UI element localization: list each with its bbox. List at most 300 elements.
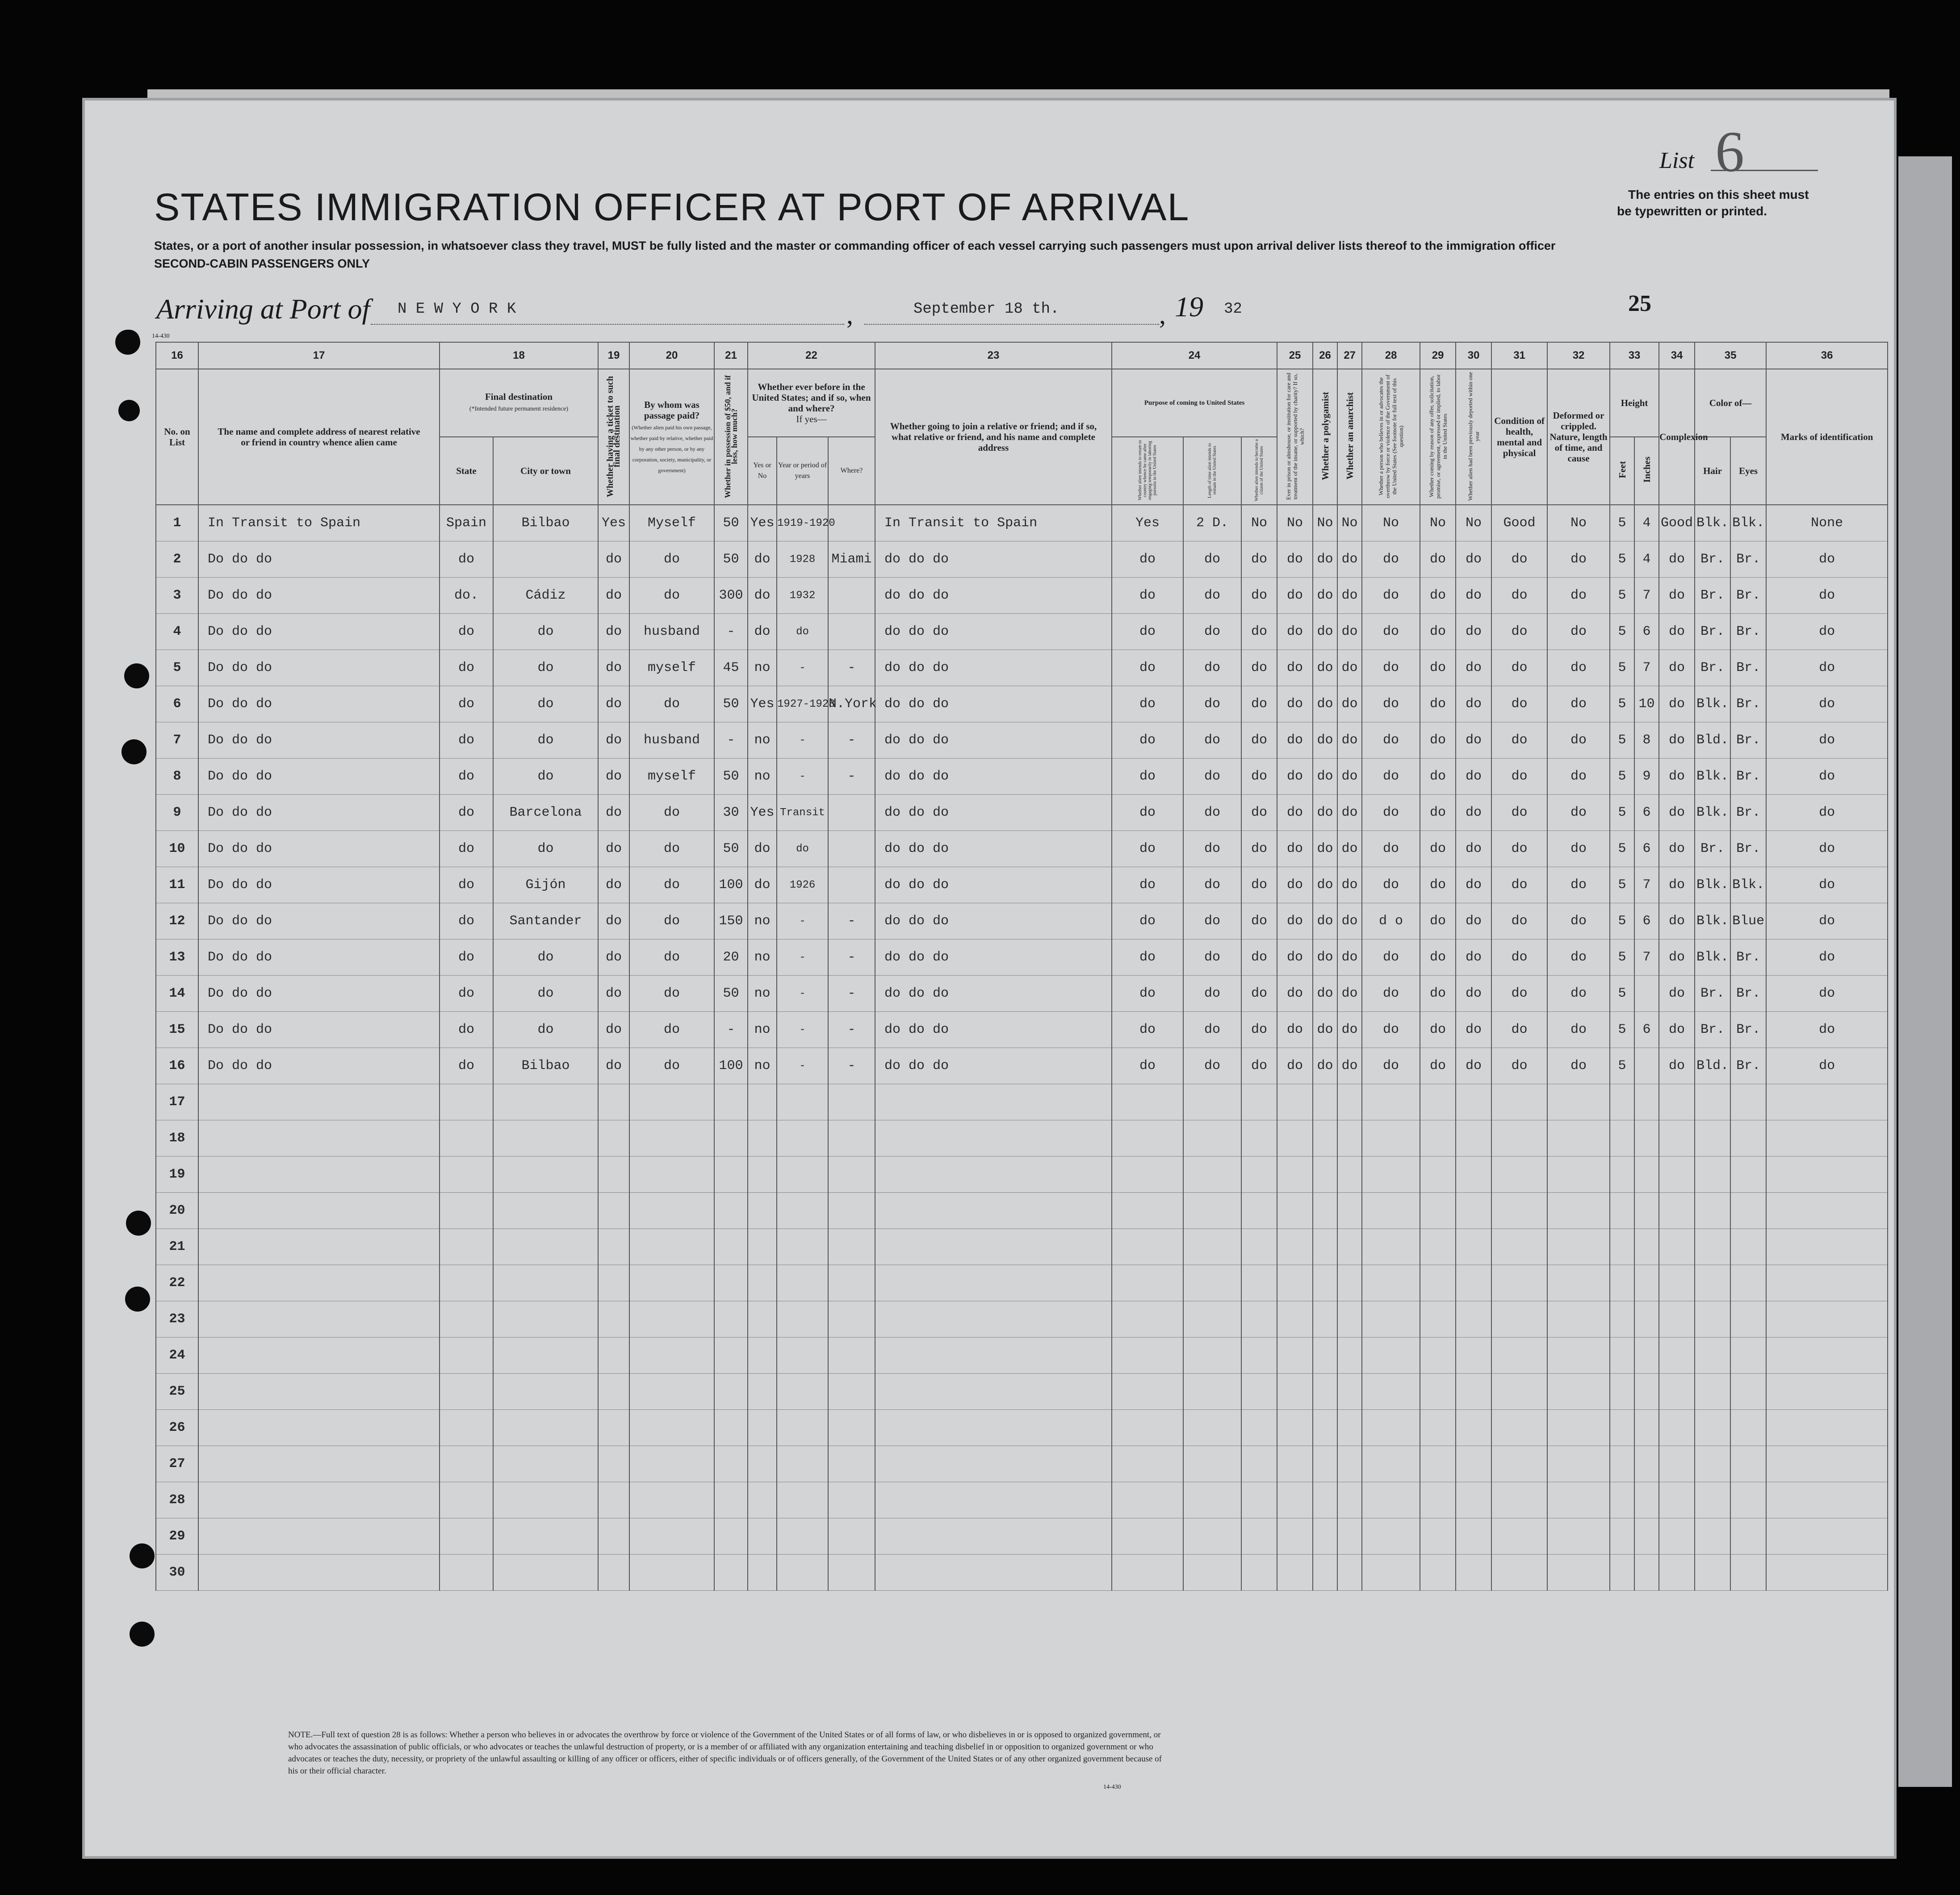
cell-p-b: do — [1183, 759, 1241, 795]
cell-anar: do — [1337, 867, 1362, 903]
cell-believes: do — [1362, 541, 1420, 578]
cell-empty — [598, 1301, 629, 1337]
cell-eyes: Br. — [1730, 1012, 1766, 1048]
cell-empty — [598, 1084, 629, 1120]
colnum-32: 32 — [1547, 342, 1610, 369]
cell-p-b: do — [1183, 867, 1241, 903]
cell-feet: 5 — [1610, 867, 1634, 903]
cell-city: Barcelona — [493, 795, 598, 831]
cell-marks: do — [1766, 903, 1888, 939]
cell-prison: do — [1277, 831, 1313, 867]
cell-join: do do do — [875, 867, 1112, 903]
cell-empty — [440, 1555, 493, 1591]
cell-state: do — [440, 867, 493, 903]
cell-passage: do — [629, 578, 714, 614]
cell-empty — [1547, 1374, 1610, 1410]
cell-marks: do — [1766, 722, 1888, 759]
cell-relative: Do do do — [198, 686, 440, 722]
colnum-19: 19 — [598, 342, 629, 369]
header-yes-no: Yes or No — [748, 437, 777, 505]
cell-empty — [875, 1120, 1112, 1157]
cell-eyes: Br. — [1730, 976, 1766, 1012]
cell-join: do do do — [875, 686, 1112, 722]
punch-hole-4 — [126, 1211, 151, 1236]
cell-no: 23 — [156, 1301, 198, 1337]
cell-poly: do — [1313, 541, 1337, 578]
cell-empty — [493, 1518, 598, 1555]
cell-join: do do do — [875, 831, 1112, 867]
cell-empty — [198, 1518, 440, 1555]
cell-empty — [1241, 1120, 1277, 1157]
cell-deform: No — [1547, 505, 1610, 541]
cell-empty — [1183, 1337, 1241, 1374]
cell-offer: do — [1420, 614, 1456, 650]
cell-before: Yes — [748, 686, 777, 722]
cell-poly: do — [1313, 976, 1337, 1012]
header-hair: Hair — [1695, 437, 1730, 505]
cell-money: 20 — [714, 939, 748, 976]
cell-deform: do — [1547, 976, 1610, 1012]
cell-deform: do — [1547, 1048, 1610, 1084]
table-row — [156, 976, 1888, 1012]
cell-empty — [493, 1410, 598, 1446]
cell-city: do — [493, 650, 598, 686]
cell-feet: 5 — [1610, 650, 1634, 686]
cell-feet: 5 — [1610, 578, 1634, 614]
cell-empty — [1313, 1555, 1337, 1591]
cell-where — [828, 505, 875, 541]
cell-empty — [1547, 1410, 1610, 1446]
page-subtitle: States, or a port of another insular possession, in whatsoever class they travel, MUST be fully listed and the master or commanding officer of each vessel carrying such passengers must upon arrival deliver lists thereof to the immigration officer — [154, 239, 1556, 252]
cell-years: - — [777, 1048, 828, 1084]
cell-ticket: do — [598, 903, 629, 939]
cell-ticket: do — [598, 650, 629, 686]
cell-empty — [1362, 1229, 1420, 1265]
cell-empty — [598, 1157, 629, 1193]
cell-empty — [198, 1084, 440, 1120]
cell-inches: 6 — [1634, 903, 1659, 939]
cell-empty — [1659, 1446, 1695, 1482]
header-believes — [1362, 369, 1420, 505]
cell-empty — [828, 1120, 875, 1157]
cell-relative: Do do do — [198, 759, 440, 795]
cell-hair: Br. — [1695, 614, 1730, 650]
cell-p-c: do — [1241, 976, 1277, 1012]
form-code-bottom: 14-430 — [1103, 1784, 1121, 1790]
cell-join: do do do — [875, 650, 1112, 686]
cell-empty — [1337, 1301, 1362, 1337]
header-deported-text: Whether alien had been previously deported within one year — [1467, 372, 1481, 501]
passenger-rows — [156, 505, 1888, 1591]
cell-empty — [1730, 1555, 1766, 1591]
cell-empty — [1337, 1555, 1362, 1591]
cell-empty — [1420, 1518, 1456, 1555]
cell-empty — [198, 1229, 440, 1265]
cell-join: do do do — [875, 939, 1112, 976]
cell-where: - — [828, 903, 875, 939]
cell-cond: do — [1491, 722, 1547, 759]
cell-empty — [629, 1410, 714, 1446]
cell-poly: do — [1313, 722, 1337, 759]
cell-empty — [1313, 1410, 1337, 1446]
cell-empty — [1183, 1229, 1241, 1265]
cell-empty — [1634, 1337, 1659, 1374]
table-row — [156, 1084, 1888, 1120]
table-row — [156, 795, 1888, 831]
cell-empty — [748, 1518, 777, 1555]
cell-empty — [1277, 1301, 1313, 1337]
cell-empty — [1491, 1446, 1547, 1482]
cell-empty — [1420, 1482, 1456, 1518]
header-purpose-a-text: Whether alien intends to return to country whence he came after engaging temporarily in laboring pursuits in the United States — [1138, 440, 1158, 500]
cell-cond: do — [1491, 939, 1547, 976]
cell-empty — [198, 1555, 440, 1591]
cell-empty — [777, 1410, 828, 1446]
cell-empty — [777, 1084, 828, 1120]
cell-empty — [1766, 1410, 1888, 1446]
cell-empty — [198, 1374, 440, 1410]
cell-passage: do — [629, 867, 714, 903]
cell-join: do do do — [875, 1048, 1112, 1084]
cell-prison: do — [1277, 1012, 1313, 1048]
cell-empty — [1313, 1157, 1337, 1193]
cell-empty — [828, 1084, 875, 1120]
header-feet-text: Feet — [1617, 461, 1628, 478]
cell-empty — [828, 1374, 875, 1410]
cell-empty — [198, 1482, 440, 1518]
colnum-23: 23 — [875, 342, 1112, 369]
cell-no: 5 — [156, 650, 198, 686]
cell-empty — [828, 1229, 875, 1265]
cell-empty — [1183, 1482, 1241, 1518]
entries-note-2: be typewritten or printed. — [1617, 204, 1767, 218]
cell-money: - — [714, 614, 748, 650]
cell-empty — [1634, 1374, 1659, 1410]
cell-state: do — [440, 650, 493, 686]
cell-empty — [1730, 1193, 1766, 1229]
cell-empty — [714, 1337, 748, 1374]
cell-relative: Do do do — [198, 976, 440, 1012]
cell-empty — [598, 1229, 629, 1265]
cell-years: - — [777, 976, 828, 1012]
punch-hole-top — [118, 330, 140, 351]
cell-eyes: Br. — [1730, 686, 1766, 722]
table-row — [156, 1157, 1888, 1193]
cell-p-a: do — [1112, 903, 1183, 939]
cell-empty — [1313, 1193, 1337, 1229]
cell-complexion: do — [1659, 686, 1695, 722]
cell-state: do — [440, 541, 493, 578]
cell-hair: Blk. — [1695, 759, 1730, 795]
cell-empty — [1112, 1446, 1183, 1482]
table-row — [156, 1012, 1888, 1048]
cell-hair: Br. — [1695, 650, 1730, 686]
header-state: State — [440, 437, 493, 505]
cell-empty — [1456, 1555, 1491, 1591]
header-purpose-c — [1241, 437, 1277, 505]
cell-empty — [198, 1193, 440, 1229]
cell-no: 29 — [156, 1518, 198, 1555]
cell-empty — [1337, 1374, 1362, 1410]
cell-empty — [440, 1157, 493, 1193]
cell-inches: 6 — [1634, 831, 1659, 867]
cell-believes: do — [1362, 867, 1420, 903]
cell-empty — [1183, 1410, 1241, 1446]
cell-money: 100 — [714, 867, 748, 903]
second-cabin-label: SECOND-CABIN PASSENGERS ONLY — [154, 257, 370, 270]
cell-empty — [1491, 1410, 1547, 1446]
cell-where — [828, 578, 875, 614]
colnum-25: 25 — [1277, 342, 1313, 369]
table-row — [156, 1337, 1888, 1374]
cell-p-c: do — [1241, 1012, 1277, 1048]
cell-empty — [1112, 1157, 1183, 1193]
cell-poly: do — [1313, 614, 1337, 650]
cell-hair: Blk. — [1695, 903, 1730, 939]
cell-empty — [440, 1265, 493, 1301]
header-purpose-a — [1112, 437, 1183, 505]
cell-empty — [1491, 1193, 1547, 1229]
cell-empty — [748, 1157, 777, 1193]
cell-empty — [1491, 1374, 1547, 1410]
comma-1: , — [846, 300, 853, 329]
cell-p-b: do — [1183, 614, 1241, 650]
cell-empty — [1695, 1446, 1730, 1482]
cell-poly: do — [1313, 686, 1337, 722]
cell-p-c: do — [1241, 578, 1277, 614]
cell-empty — [777, 1446, 828, 1482]
passenger-manifest-table — [155, 342, 1888, 1591]
cell-p-b: do — [1183, 650, 1241, 686]
cell-passage: do — [629, 903, 714, 939]
cell-empty — [629, 1229, 714, 1265]
colnum-33: 33 — [1610, 342, 1659, 369]
cell-empty — [1695, 1229, 1730, 1265]
colnum-36: 36 — [1766, 342, 1888, 369]
cell-empty — [1362, 1555, 1420, 1591]
cell-empty — [493, 1229, 598, 1265]
cell-state: Spain — [440, 505, 493, 541]
cell-empty — [1695, 1301, 1730, 1337]
cell-empty — [1362, 1410, 1420, 1446]
cell-empty — [748, 1265, 777, 1301]
cell-city: Gijón — [493, 867, 598, 903]
cell-join: In Transit to Spain — [875, 505, 1112, 541]
cell-hair: Br. — [1695, 578, 1730, 614]
cell-prison: do — [1277, 903, 1313, 939]
cell-deform: do — [1547, 650, 1610, 686]
cell-empty — [1695, 1337, 1730, 1374]
cell-cond: do — [1491, 795, 1547, 831]
cell-empty — [1491, 1229, 1547, 1265]
cell-p-b: do — [1183, 578, 1241, 614]
cell-empty — [1730, 1518, 1766, 1555]
cell-empty — [1634, 1301, 1659, 1337]
cell-city: do — [493, 722, 598, 759]
cell-relative: Do do do — [198, 650, 440, 686]
cell-empty — [198, 1120, 440, 1157]
cell-empty — [777, 1301, 828, 1337]
header-passage-note: (Whether alien paid his own passage, whether paid by relative, whether paid by any other person, or by any corporation, society, municipality, or government) — [630, 424, 713, 474]
cell-empty — [777, 1555, 828, 1591]
cell-state: do — [440, 759, 493, 795]
cell-empty — [1634, 1482, 1659, 1518]
cell-years: 1928 — [777, 541, 828, 578]
cell-empty — [1659, 1265, 1695, 1301]
cell-offer: do — [1420, 1012, 1456, 1048]
cell-empty — [440, 1446, 493, 1482]
colnum-30: 30 — [1456, 342, 1491, 369]
cell-empty — [1766, 1518, 1888, 1555]
cell-empty — [1659, 1518, 1695, 1555]
header-believes-text: Whether a person who believes in or advocates the overthrow by force or violence of the Government of the United States (See footnote for full text of this question) — [1378, 374, 1405, 498]
cell-where — [828, 614, 875, 650]
header-marks: Marks of identification — [1766, 369, 1888, 505]
cell-empty — [875, 1446, 1112, 1482]
cell-state: do — [440, 1048, 493, 1084]
cell-poly: do — [1313, 831, 1337, 867]
cell-empty — [1112, 1265, 1183, 1301]
cell-passage: do — [629, 686, 714, 722]
cell-empty — [1420, 1084, 1456, 1120]
cell-empty — [875, 1084, 1112, 1120]
cell-deform: do — [1547, 722, 1610, 759]
cell-empty — [1610, 1482, 1634, 1518]
cell-feet: 5 — [1610, 614, 1634, 650]
cell-empty — [440, 1229, 493, 1265]
cell-offer: do — [1420, 722, 1456, 759]
cell-empty — [1730, 1410, 1766, 1446]
cell-empty — [748, 1482, 777, 1518]
cell-empty — [1313, 1084, 1337, 1120]
cell-where: - — [828, 976, 875, 1012]
cell-believes: do — [1362, 614, 1420, 650]
cell-empty — [875, 1157, 1112, 1193]
cell-empty — [1610, 1301, 1634, 1337]
cell-p-a: do — [1112, 578, 1183, 614]
cell-years: - — [777, 650, 828, 686]
cell-offer: do — [1420, 541, 1456, 578]
cell-deported: No — [1456, 505, 1491, 541]
cell-state: do — [440, 614, 493, 650]
cell-marks: do — [1766, 1012, 1888, 1048]
cell-empty — [1362, 1265, 1420, 1301]
cell-deform: do — [1547, 541, 1610, 578]
cell-no: 7 — [156, 722, 198, 759]
cell-empty — [748, 1337, 777, 1374]
cell-empty — [1491, 1120, 1547, 1157]
cell-years: do — [777, 831, 828, 867]
cell-passage: do — [629, 541, 714, 578]
cell-p-b: do — [1183, 1048, 1241, 1084]
cell-eyes: Blk. — [1730, 505, 1766, 541]
cell-ticket: do — [598, 939, 629, 976]
cell-empty — [198, 1410, 440, 1446]
cell-marks: do — [1766, 831, 1888, 867]
cell-cond: do — [1491, 650, 1547, 686]
cell-prison: do — [1277, 939, 1313, 976]
cell-empty — [748, 1410, 777, 1446]
cell-empty — [777, 1337, 828, 1374]
cell-feet: 5 — [1610, 1048, 1634, 1084]
cell-where — [828, 867, 875, 903]
cell-years: - — [777, 939, 828, 976]
cell-complexion: do — [1659, 1048, 1695, 1084]
cell-deported: do — [1456, 686, 1491, 722]
cell-eyes: Br. — [1730, 722, 1766, 759]
cell-empty — [598, 1555, 629, 1591]
cell-anar: do — [1337, 939, 1362, 976]
header-prison-text: Ever in prison or almshouse, or institution for care and treatment of the insane, or supported by charity? If so, which? — [1285, 373, 1305, 500]
cell-empty — [1112, 1120, 1183, 1157]
cell-empty — [1337, 1446, 1362, 1482]
cell-passage: Myself — [629, 505, 714, 541]
cell-empty — [1634, 1193, 1659, 1229]
cell-empty — [1695, 1374, 1730, 1410]
cell-empty — [1610, 1265, 1634, 1301]
cell-empty — [828, 1518, 875, 1555]
cell-ticket: do — [598, 722, 629, 759]
cell-empty — [1337, 1410, 1362, 1446]
cell-marks: do — [1766, 867, 1888, 903]
cell-empty — [198, 1446, 440, 1482]
cell-empty — [1241, 1193, 1277, 1229]
cell-money: 50 — [714, 686, 748, 722]
cell-state: do — [440, 939, 493, 976]
cell-empty — [1456, 1374, 1491, 1410]
cell-empty — [1695, 1482, 1730, 1518]
cell-no: 13 — [156, 939, 198, 976]
cell-cond: do — [1491, 759, 1547, 795]
cell-inches: 10 — [1634, 686, 1659, 722]
cell-relative: Do do do — [198, 795, 440, 831]
cell-empty — [1337, 1229, 1362, 1265]
table-row — [156, 1048, 1888, 1084]
cell-anar: do — [1337, 759, 1362, 795]
cell-money: 30 — [714, 795, 748, 831]
header-passage — [629, 369, 714, 505]
table-row — [156, 903, 1888, 939]
cell-money: 100 — [714, 1048, 748, 1084]
cell-hair: Blk. — [1695, 939, 1730, 976]
cell-no: 2 — [156, 541, 198, 578]
cell-empty — [1277, 1337, 1313, 1374]
cell-empty — [1659, 1410, 1695, 1446]
cell-empty — [828, 1193, 875, 1229]
cell-p-b: do — [1183, 976, 1241, 1012]
cell-p-b: 2 D. — [1183, 505, 1241, 541]
cell-empty — [629, 1265, 714, 1301]
list-number: 6 — [1715, 120, 1744, 184]
cell-offer: do — [1420, 759, 1456, 795]
cell-no: 17 — [156, 1084, 198, 1120]
cell-eyes: Br. — [1730, 759, 1766, 795]
cell-empty — [1491, 1555, 1547, 1591]
cell-empty — [1337, 1337, 1362, 1374]
cell-empty — [714, 1120, 748, 1157]
cell-complexion: do — [1659, 831, 1695, 867]
cell-feet: 5 — [1610, 505, 1634, 541]
cell-empty — [629, 1157, 714, 1193]
cell-offer: do — [1420, 831, 1456, 867]
header-ticket-text: Whether having a ticket to such final destination — [605, 375, 622, 497]
cell-empty — [1695, 1265, 1730, 1301]
cell-p-c: do — [1241, 867, 1277, 903]
cell-empty — [714, 1265, 748, 1301]
cell-passage: husband — [629, 614, 714, 650]
cell-years: 1927-1928 — [777, 686, 828, 722]
cell-join: do do do — [875, 759, 1112, 795]
